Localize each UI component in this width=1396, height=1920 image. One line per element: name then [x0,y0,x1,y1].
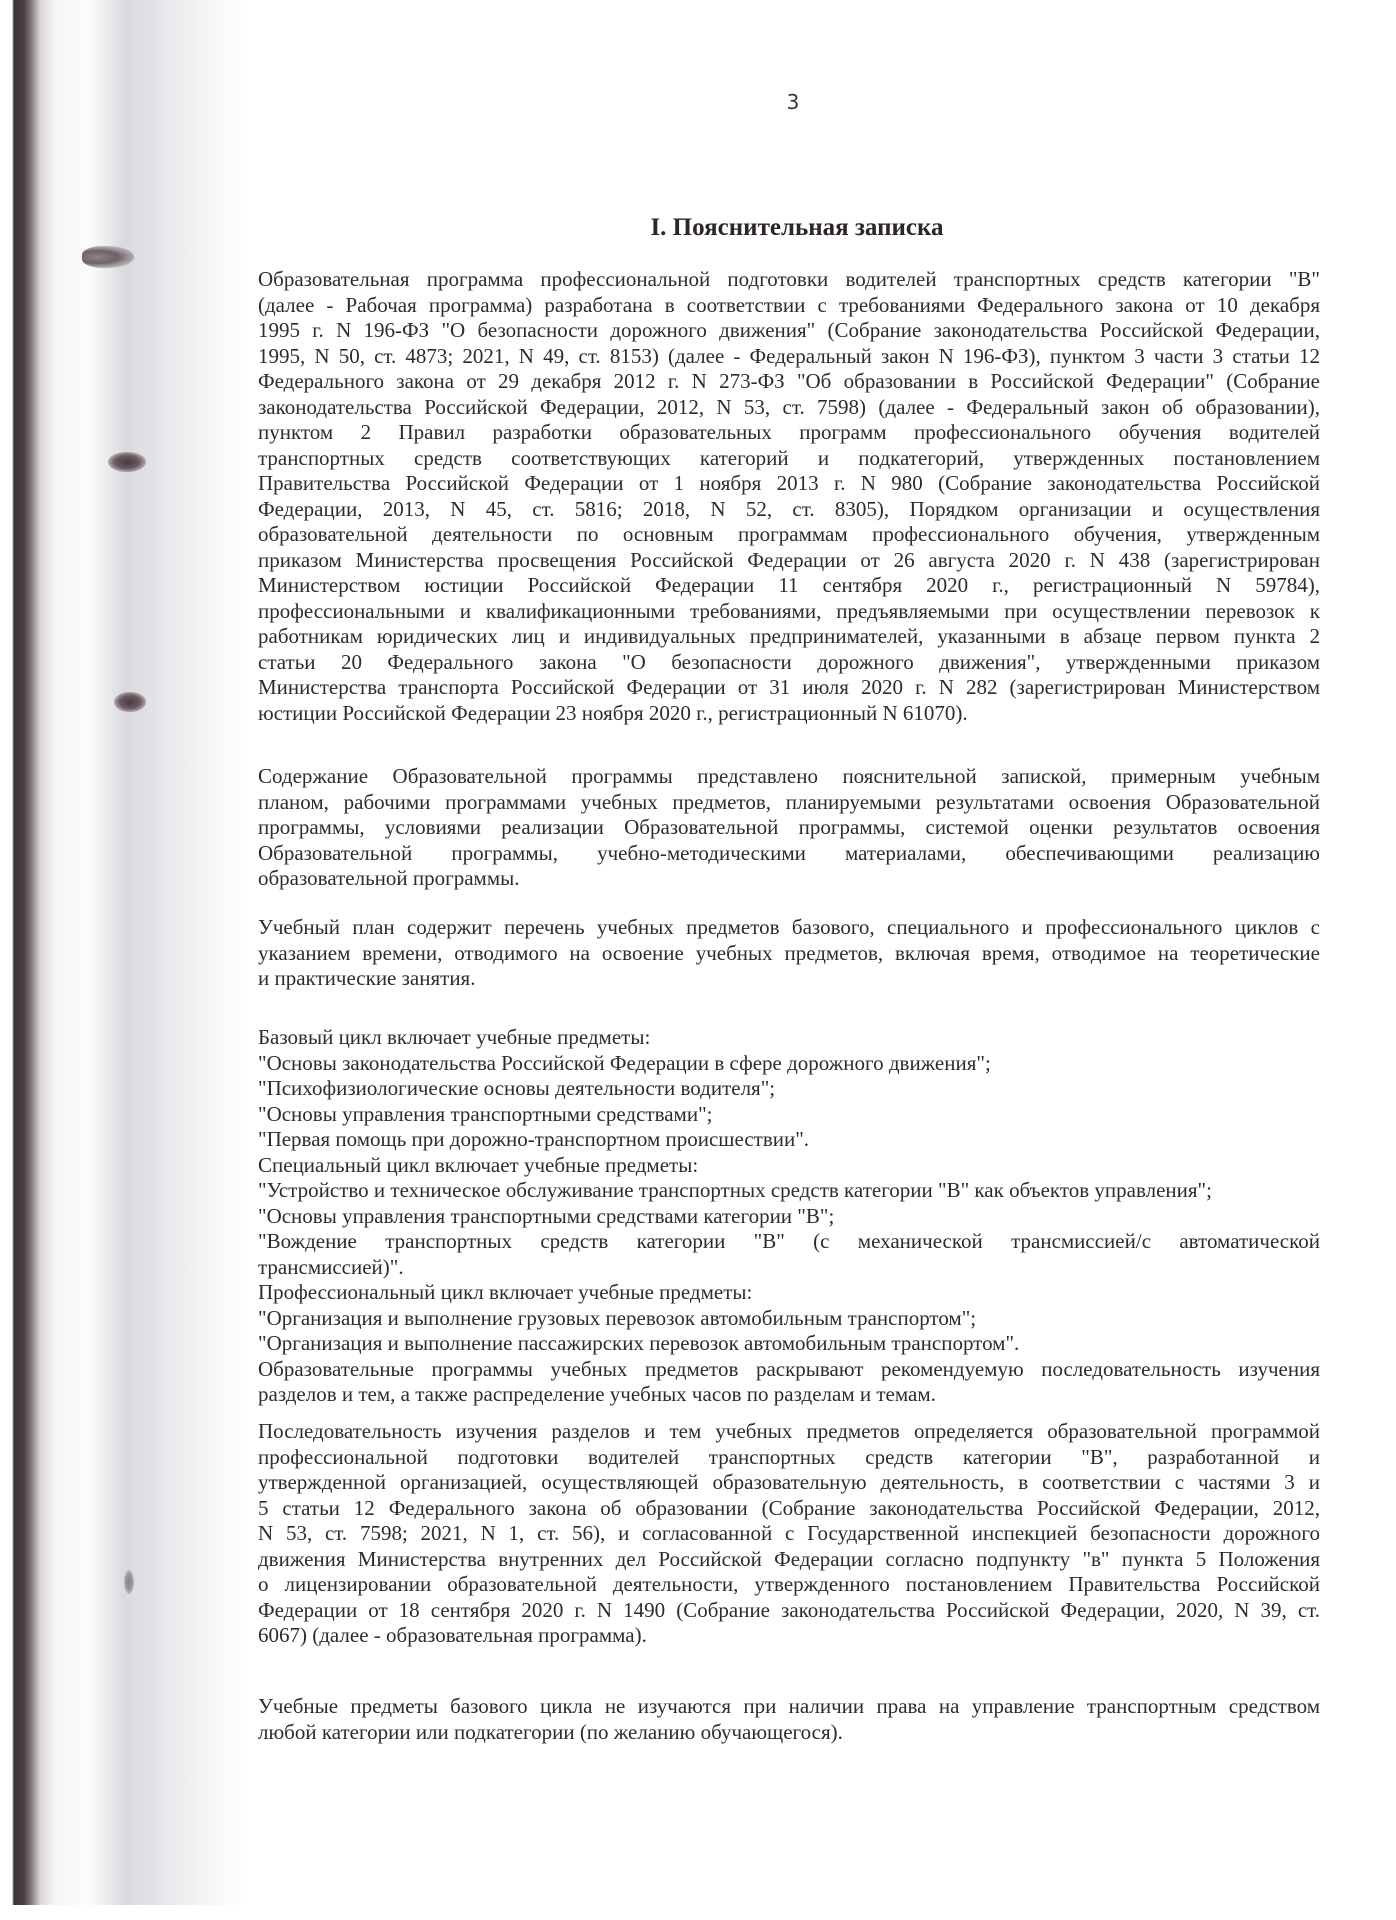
binding-shadow [0,0,260,1920]
punch-hole-mark [108,452,146,472]
subject-cycles-list [258,1025,1320,1408]
text-line: Образовательная программа профессиональной подготовки водителей транспортных средств категории "В" [258,267,1320,291]
text-line: работникам юридических лиц и индивидуальных предпринимателей, указанными в абзаце первом пункта 2 [258,624,1320,648]
text-line: Образовательные программы учебных предметов раскрывают рекомендуемую последовательность изучения [258,1356,1320,1381]
text-line: 6067) (далее - образовательная программа). [258,1623,647,1647]
text-line: "Организация и выполнение пассажирских перевозок автомобильным транспортом". [258,1331,1020,1355]
text-line: законодательства Российской Федерации, 2012, N 53, ст. 7598) (далее - Федеральный закон об образовании), [258,394,1320,419]
page-number: 3 [786,90,800,114]
text-line: Содержание Образовательной программы представлено пояснительной запиской, примерным учебным [258,764,1320,788]
text-line: 5 статьи 12 Федерального закона об образовании (Собрание законодательства Российской Федерации, 2012, [258,1495,1320,1520]
text-line: Федерации, 2013, N 45, ст. 5816; 2018, N 52, ст. 8305), Порядком организации и осуществления [258,496,1320,521]
punch-hole-mark [114,692,146,712]
text-line: Федерального закона от 29 декабря 2012 г. N 273-ФЗ "Об образовании в Российской Федерации" (Собрание [258,369,1320,393]
text-line: статьи 20 Федерального закона "О безопасности дорожного движения", утвержденными приказом [258,649,1320,674]
text-line: транспортных средств соответствующих категорий и подкатегорий, утвержденных постановлением [258,445,1320,470]
text-line: Специальный цикл включает учебные предметы: [258,1152,699,1177]
text-line: Профессиональный цикл включает учебные предметы: [258,1280,753,1304]
text-line: Правительства Российской Федерации от 1 ноября 2013 г. N 980 (Собрание законодательства Российской [258,471,1320,495]
text-line: Министерства транспорта Российской Федерации от 31 июля 2020 г. N 282 (зарегистрирован Министерством [258,675,1320,699]
text-line: о лицензировании образовательной деятельности, утвержденного постановлением Правительства Российской [258,1572,1320,1596]
text-line: приказом Министерства просвещения Российской Федерации от 26 августа 2020 г. N 438 (зарегистрирован [258,547,1320,572]
text-line: Базовый цикл включает учебные предметы: [258,1025,651,1049]
paragraph-curriculum [258,915,1320,992]
text-line: пунктом 2 Правил разработки образовательных программ профессионального обучения водителей [258,420,1320,444]
text-line: N 53, ст. 7598; 2021, N 1, ст. 56), и согласованной с Государственной инспекцией безопасности дорожного [258,1521,1320,1545]
text-line: движения Министерства внутренних дел Российской Федерации согласно подпункту "в" пункта 5 Положения [258,1546,1320,1571]
text-line: разделов и тем, а также распределение учебных часов по разделам и темам. [258,1382,936,1406]
text-line: программы, условиями реализации Образовательной программы, системой оценки результатов освоения [258,815,1320,839]
text-line: "Психофизиологические основы деятельности водителя"; [258,1076,776,1100]
text-line: (далее - Рабочая программа) разработана в соответствии с требованиями Федерального закона от 10 декабря [258,292,1320,317]
text-line: Последовательность изучения разделов и тем учебных предметов определяется образовательной программой [258,1419,1320,1443]
paragraph-legal-basis [258,267,1320,726]
text-line: Федерации от 18 сентября 2020 г. N 1490 (Собрание законодательства Российской Федерации, 2020, N 39, ст. [258,1597,1320,1622]
text-line: "Первая помощь при дорожно-транспортном происшествии". [258,1127,810,1151]
page-bottom-edge [12,1905,252,1920]
text-line: Учебный план содержит перечень учебных предметов базового, специального и профессионального циклов с [258,915,1320,939]
text-line: Министерством юстиции Российской Федерации 11 сентября 2020 г., регистрационный N 59784), [258,573,1320,597]
text-line: "Устройство и техническое обслуживание транспортных средств категории "В" как объектов управления"; [258,1178,1212,1202]
text-line: и практические занятия. [258,966,476,990]
text-line: указанием времени, отводимого на освоение учебных предметов, включая время, отводимое на теоретические [258,940,1320,965]
text-line: профессиональной подготовки водителей транспортных средств категории "В", разработанной и [258,1444,1320,1469]
text-line: утвержденной организацией, осуществляющей образовательную деятельность, в соответствии с частями 3 и [258,1470,1320,1494]
paragraph-program-content [258,764,1320,892]
text-line: трансмиссией)". [258,1254,404,1279]
text-line: образовательной деятельности по основным программам профессионального обучения, утвержденным [258,522,1320,546]
staple-mark [82,246,134,268]
text-line: профессиональными и квалификационными требованиями, предъявляемыми при осуществлении перевозок к [258,598,1320,623]
text-line: юстиции Российской Федерации 23 ноября 2020 г., регистрационный N 61070). [258,700,968,725]
paragraph-study-sequence [258,1419,1320,1649]
punch-hole-mark [124,1570,134,1594]
text-line: образовательной программы. [258,866,520,890]
text-line: Учебные предметы базового цикла не изучаются при наличии права на управление транспортным средством [258,1694,1320,1718]
text-line: 1995 г. N 196-ФЗ "О безопасности дорожного движения" (Собрание законодательства Российской Федерации, [258,318,1320,342]
text-line: Образовательной программы, учебно-методическими материалами, обеспечивающими реализацию [258,840,1320,865]
text-line: "Основы управления транспортными средствами"; [258,1101,713,1126]
text-line: планом, рабочими программами учебных предметов, планируемыми результатами освоения Образовательной [258,789,1320,814]
paragraph-base-cycle-exemption [258,1694,1320,1745]
text-line: "Основы законодательства Российской Федерации в сфере дорожного движения"; [258,1050,991,1075]
text-line: 1995, N 50, ст. 4873; 2021, N 49, ст. 8153) (далее - Федеральный закон N 196-ФЗ), пунктом 3 части 3 статьи 12 [258,343,1320,368]
text-line: любой категории или подкатегории (по желанию обучающегося). [258,1719,843,1744]
section-heading: I. Пояснительная записка [650,214,944,241]
text-line: "Вождение транспортных средств категории "В" (с механической трансмиссией/с автоматической [258,1229,1320,1253]
text-line: "Основы управления транспортными средствами категории "В"; [258,1203,835,1228]
text-line: "Организация и выполнение грузовых перевозок автомобильным транспортом"; [258,1305,977,1330]
